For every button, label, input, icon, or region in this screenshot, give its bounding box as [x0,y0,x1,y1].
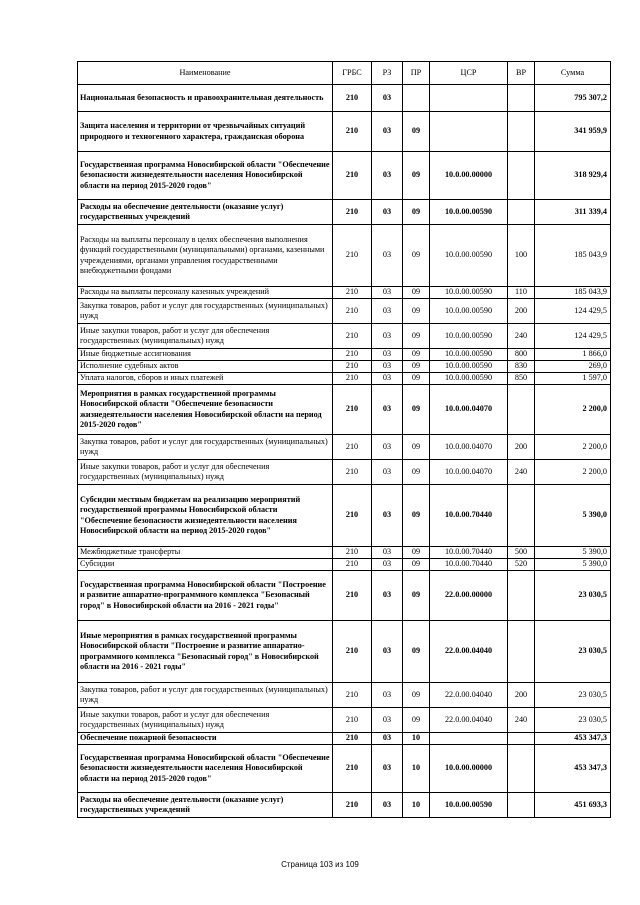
cell-grbs: 210 [333,485,372,547]
cell-rz: 03 [372,225,403,287]
cell-sum: 23 030,5 [535,621,611,683]
cell-pr: 10 [403,745,430,793]
cell-grbs: 210 [333,361,372,373]
column-header-vr: ВР [508,62,535,85]
cell-grbs: 210 [333,745,372,793]
cell-name: Национальная безопасность и правоохранительная деятельность [78,85,333,112]
cell-csr: 10.0.00.00590 [430,793,508,818]
cell-sum: 23 030,5 [535,683,611,708]
cell-pr: 09 [403,152,430,200]
cell-rz: 03 [372,200,403,225]
cell-sum: 2 200,0 [535,460,611,485]
cell-csr: 10.0.00.04070 [430,435,508,460]
cell-csr: 10.0.00.70440 [430,547,508,559]
cell-sum: 5 390,0 [535,547,611,559]
table-row [78,112,611,152]
cell-vr: 200 [508,435,535,460]
column-header-pr: ПР [403,62,430,85]
cell-name: Расходы на выплаты персоналу казенных учреждений [78,287,333,299]
cell-pr: 09 [403,373,430,385]
table-row [78,621,611,683]
cell-vr: 200 [508,299,535,324]
cell-pr: 09 [403,112,430,152]
cell-sum: 1 866,0 [535,349,611,361]
cell-pr: 09 [403,547,430,559]
cell-grbs: 210 [333,460,372,485]
cell-rz: 03 [372,708,403,733]
cell-vr [508,152,535,200]
cell-pr: 09 [403,708,430,733]
cell-sum: 5 390,0 [535,559,611,571]
cell-name: Закупка товаров, работ и услуг для государственных (муниципальных) нужд [78,683,333,708]
cell-csr: 10.0.00.00000 [430,152,508,200]
table-row [78,200,611,225]
cell-name: Закупка товаров, работ и услуг для государственных (муниципальных) нужд [78,299,333,324]
cell-pr: 09 [403,385,430,435]
cell-rz: 03 [372,299,403,324]
cell-name: Исполнение судебных актов [78,361,333,373]
budget-table-container [77,61,610,818]
cell-csr: 22.0.00.04040 [430,683,508,708]
table-row [78,225,611,287]
cell-name: Иные бюджетные ассигнования [78,349,333,361]
cell-csr: 10.0.00.00590 [430,200,508,225]
table-row [78,683,611,708]
cell-pr: 09 [403,485,430,547]
table-row [78,299,611,324]
cell-name: Защита населения и территории от чрезвычайных ситуаций природного и техногенного характера, гражданская оборона [78,112,333,152]
cell-pr: 09 [403,683,430,708]
cell-grbs: 210 [333,85,372,112]
cell-pr [403,85,430,112]
cell-rz: 03 [372,112,403,152]
cell-sum: 453 347,3 [535,733,611,745]
cell-vr: 850 [508,373,535,385]
cell-vr [508,621,535,683]
cell-vr: 240 [508,460,535,485]
cell-rz: 03 [372,361,403,373]
cell-sum: 185 043,9 [535,287,611,299]
budget-table [77,61,611,818]
cell-csr: 10.0.00.04070 [430,460,508,485]
cell-sum: 451 693,3 [535,793,611,818]
cell-name: Иные закупки товаров, работ и услуг для обеспечения государственных (муниципальных) нужд [78,324,333,349]
cell-pr: 09 [403,225,430,287]
cell-rz: 03 [372,152,403,200]
cell-vr [508,745,535,793]
cell-rz: 03 [372,559,403,571]
cell-csr: 10.0.00.00590 [430,299,508,324]
cell-vr: 240 [508,324,535,349]
cell-vr: 520 [508,559,535,571]
cell-sum: 5 390,0 [535,485,611,547]
cell-rz: 03 [372,460,403,485]
cell-grbs: 210 [333,621,372,683]
cell-vr [508,571,535,621]
cell-grbs: 210 [333,683,372,708]
cell-rz: 03 [372,349,403,361]
table-row [78,571,611,621]
cell-pr: 09 [403,349,430,361]
cell-pr: 09 [403,435,430,460]
cell-pr: 09 [403,299,430,324]
cell-csr: 10.0.00.00590 [430,349,508,361]
page-number: Страница 103 из 109 [281,860,359,869]
table-row [78,373,611,385]
cell-name: Расходы на обеспечение деятельности (оказание услуг) государственных учреждений [78,793,333,818]
cell-grbs: 210 [333,547,372,559]
column-header-name: Наименование [78,62,333,85]
cell-rz: 03 [372,733,403,745]
cell-csr: 10.0.00.00590 [430,373,508,385]
cell-grbs: 210 [333,299,372,324]
cell-grbs: 210 [333,112,372,152]
cell-sum: 318 929,4 [535,152,611,200]
cell-name: Расходы на выплаты персоналу в целях обеспечения выполнения функций государственными (муниципальными) органами, казенными учреждениями, органами управления государственными внебюджетными фондами [78,225,333,287]
cell-csr: 22.0.00.00000 [430,571,508,621]
cell-pr: 10 [403,793,430,818]
cell-name: Расходы на обеспечение деятельности (оказание услуг) государственных учреждений [78,200,333,225]
cell-rz: 03 [372,571,403,621]
cell-pr: 09 [403,571,430,621]
cell-vr: 240 [508,708,535,733]
cell-vr [508,485,535,547]
cell-vr [508,793,535,818]
cell-name: Иные мероприятия в рамках государственной программы Новосибирской области "Построение и развитие аппаратно-программного комплекса "Безопасный город" в Новосибирской области на 2016 - 2021 годы" [78,621,333,683]
table-row [78,152,611,200]
cell-sum: 311 339,4 [535,200,611,225]
table-body [78,85,611,818]
table-row [78,559,611,571]
table-row [78,385,611,435]
cell-csr [430,85,508,112]
cell-vr [508,85,535,112]
cell-csr: 10.0.00.00590 [430,324,508,349]
cell-rz: 03 [372,435,403,460]
cell-vr: 100 [508,225,535,287]
cell-sum: 23 030,5 [535,708,611,733]
cell-vr [508,385,535,435]
table-row [78,708,611,733]
cell-pr: 09 [403,460,430,485]
cell-name: Обеспечение пожарной безопасности [78,733,333,745]
cell-grbs: 210 [333,708,372,733]
column-header-rz: РЗ [372,62,403,85]
cell-name: Мероприятия в рамках государственной программы Новосибирской области "Обеспечение безопасности жизнедеятельности населения Новосибирской области на период 2015-2020 годов" [78,385,333,435]
cell-sum: 341 959,9 [535,112,611,152]
cell-pr: 09 [403,200,430,225]
cell-grbs: 210 [333,793,372,818]
cell-grbs: 210 [333,152,372,200]
cell-grbs: 210 [333,349,372,361]
cell-grbs: 210 [333,435,372,460]
cell-rz: 03 [372,324,403,349]
cell-csr: 10.0.00.70440 [430,559,508,571]
cell-sum: 124 429,5 [535,324,611,349]
table-row [78,287,611,299]
cell-rz: 03 [372,485,403,547]
cell-sum: 795 307,2 [535,85,611,112]
cell-vr [508,200,535,225]
cell-grbs: 210 [333,733,372,745]
cell-sum: 269,0 [535,361,611,373]
cell-name: Государственная программа Новосибирской области "Построение и развитие аппаратно-программного комплекса "Безопасный город" в Новосибирской области на 2016 - 2021 годы" [78,571,333,621]
cell-csr: 10.0.00.00000 [430,745,508,793]
cell-rz: 03 [372,683,403,708]
cell-csr: 10.0.00.04070 [430,385,508,435]
cell-grbs: 210 [333,373,372,385]
cell-vr [508,112,535,152]
cell-vr: 200 [508,683,535,708]
cell-rz: 03 [372,547,403,559]
cell-sum: 124 429,5 [535,299,611,324]
cell-sum: 2 200,0 [535,385,611,435]
cell-name: Межбюджетные трансферты [78,547,333,559]
table-row [78,85,611,112]
column-header-sum: Сумма [535,62,611,85]
table-row [78,547,611,559]
cell-csr [430,733,508,745]
cell-sum: 1 597,0 [535,373,611,385]
table-row [78,324,611,349]
cell-pr: 10 [403,733,430,745]
cell-name: Субсидии местным бюджетам на реализацию мероприятий государственной программы Новосибирской области "Обеспечение безопасности жизнедеятельности населения Новосибирской области на период 2015-2020 годов" [78,485,333,547]
cell-vr: 830 [508,361,535,373]
cell-vr [508,733,535,745]
cell-grbs: 210 [333,324,372,349]
cell-vr: 800 [508,349,535,361]
cell-rz: 03 [372,793,403,818]
cell-name: Иные закупки товаров, работ и услуг для обеспечения государственных (муниципальных) нужд [78,460,333,485]
cell-grbs: 210 [333,559,372,571]
cell-name: Государственная программа Новосибирской области "Обеспечение безопасности жизнедеятельности населения Новосибирской области на период 2015-2020 годов" [78,745,333,793]
cell-name: Субсидии [78,559,333,571]
cell-csr: 22.0.00.04040 [430,708,508,733]
table-row [78,745,611,793]
cell-pr: 09 [403,559,430,571]
cell-sum: 2 200,0 [535,435,611,460]
cell-grbs: 210 [333,571,372,621]
cell-pr: 09 [403,287,430,299]
cell-grbs: 210 [333,200,372,225]
cell-name: Закупка товаров, работ и услуг для государственных (муниципальных) нужд [78,435,333,460]
cell-sum: 23 030,5 [535,571,611,621]
cell-sum: 453 347,3 [535,745,611,793]
table-row [78,349,611,361]
cell-csr: 10.0.00.00590 [430,287,508,299]
cell-rz: 03 [372,85,403,112]
cell-csr: 10.0.00.70440 [430,485,508,547]
cell-rz: 03 [372,745,403,793]
cell-pr: 09 [403,621,430,683]
cell-csr: 10.0.00.00590 [430,361,508,373]
table-row [78,361,611,373]
table-row [78,435,611,460]
table-row [78,485,611,547]
cell-rz: 03 [372,621,403,683]
cell-name: Государственная программа Новосибирской области "Обеспечение безопасности жизнедеятельности населения Новосибирской области на период 2015-2020 годов" [78,152,333,200]
cell-pr: 09 [403,324,430,349]
table-header-row [78,62,611,85]
cell-grbs: 210 [333,385,372,435]
cell-csr [430,112,508,152]
cell-sum: 185 043,9 [535,225,611,287]
table-row [78,793,611,818]
cell-vr: 500 [508,547,535,559]
cell-name: Иные закупки товаров, работ и услуг для обеспечения государственных (муниципальных) нужд [78,708,333,733]
cell-csr: 10.0.00.00590 [430,225,508,287]
column-header-csr: ЦСР [430,62,508,85]
cell-grbs: 210 [333,287,372,299]
cell-grbs: 210 [333,225,372,287]
cell-pr: 09 [403,361,430,373]
cell-rz: 03 [372,385,403,435]
cell-rz: 03 [372,373,403,385]
cell-csr: 22.0.00.04040 [430,621,508,683]
table-row [78,460,611,485]
cell-name: Уплата налогов, сборов и иных платежей [78,373,333,385]
table-row [78,733,611,745]
cell-rz: 03 [372,287,403,299]
column-header-grbs: ГРБС [333,62,372,85]
cell-vr: 110 [508,287,535,299]
